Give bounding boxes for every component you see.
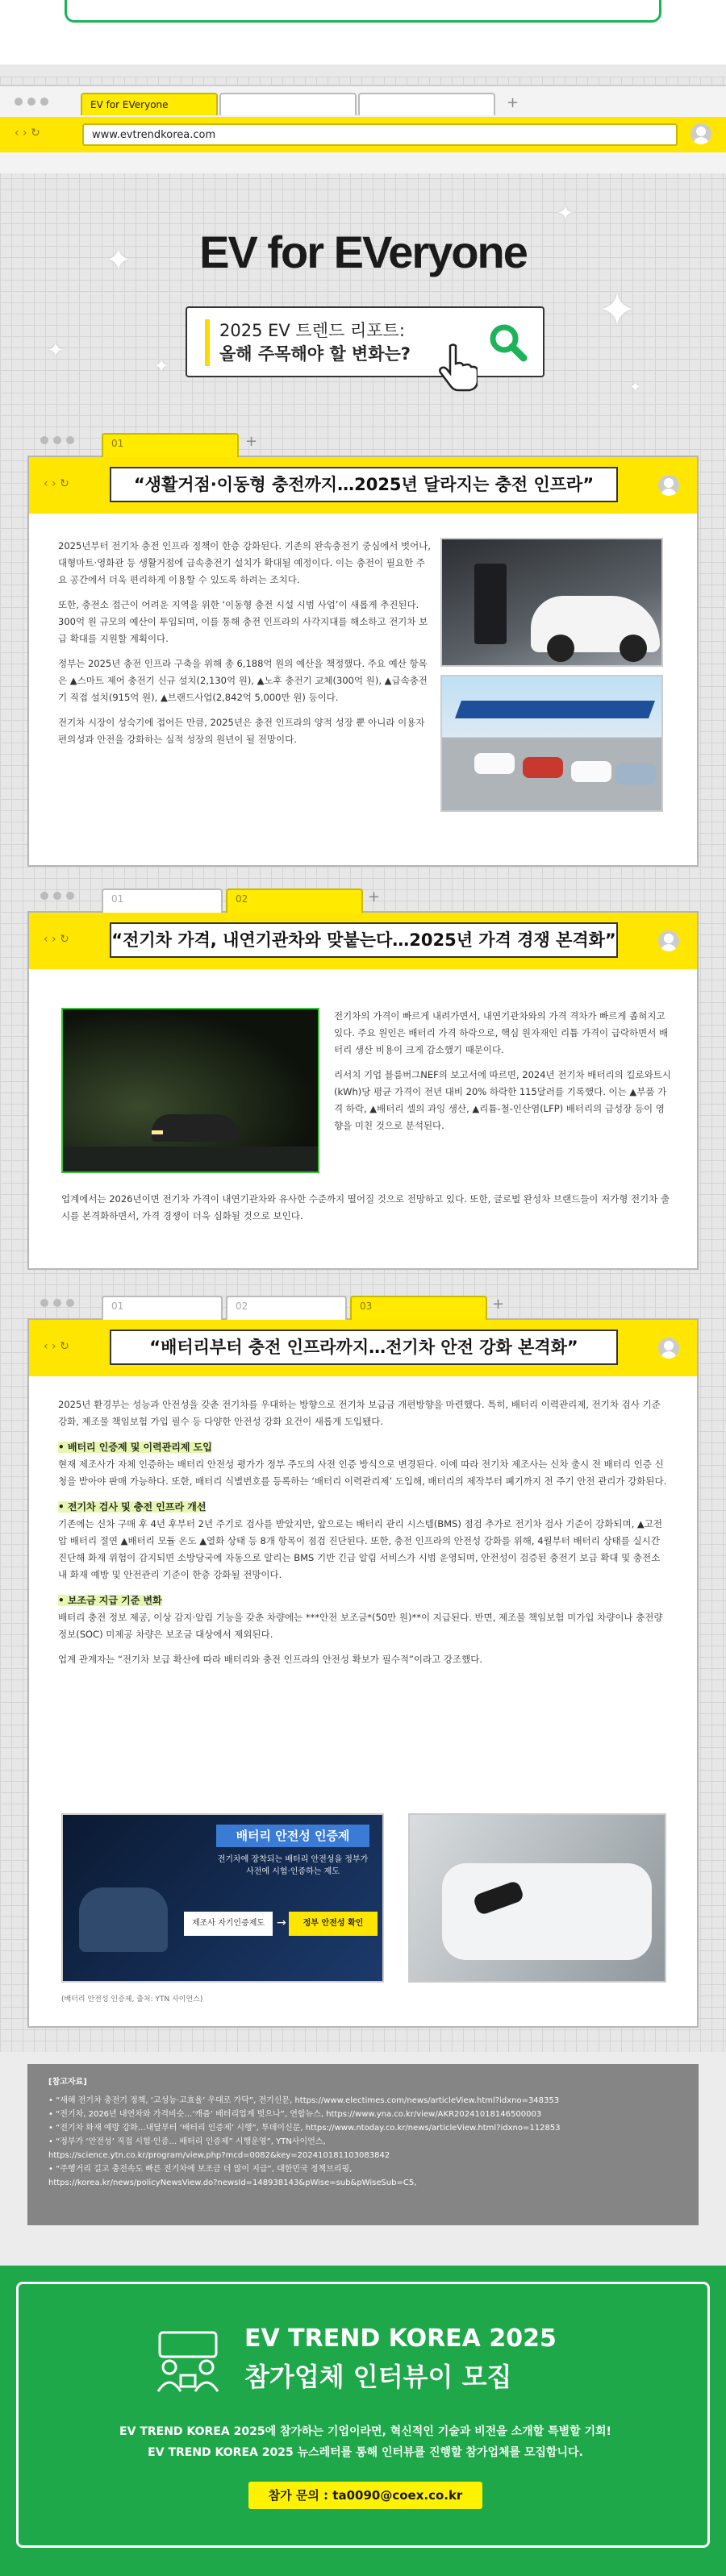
paragraph: 배터리 충전 정보 제공, 이상 감지·알림 기능을 갖춘 차량에는 ***안전 보조금*(50만 원)**이 지급된다. 반면, 제조물 책임보험 미가입 차량이나 충전량 정보(SOC) 미제공 차량은 보조금 대상에서 제외된다. — [58, 1612, 663, 1640]
article-card-3 — [27, 1296, 699, 2028]
avatar[interactable] — [658, 475, 679, 496]
reference-item: • “전기차 화재 예방 강화…내달부터 ‘배터리 인증제’ 시행”, 투데이신문, https://www.ntoday.co.kr/news/articleView.html?idxno=112853 — [48, 2124, 561, 2133]
article-body-2 — [334, 1008, 671, 1142]
contact-button[interactable]: 참가 문의 : ta0090@coex.co.kr — [248, 2482, 482, 2509]
banner-title: EV TREND KOREA 2025 — [244, 2324, 557, 2353]
references-title: [참고자료] — [48, 2078, 87, 2087]
image-caption: (배터리 안전성 인증제, 출처: YTN 사이언스) — [61, 1995, 203, 2004]
paragraph: 정부는 2025년 충전 인프라 구축을 위해 총 6,188억 원의 예산을 책정했다. 주요 예산 항목은 ▲스마트 제어 충전기 신규 설치(2,130억 원), ▲노후 충전기 교체(300억 원), ▲급속충전기 직접 설치(915억 원), ▲브랜드사업(2,842억 5,000만 원) 등이다. — [58, 658, 428, 703]
paragraph: 또한, 충전소 접근이 어려운 지역을 위한 ‘이동형 충전 시설 시범 사업’이 새롭게 추진된다. 300억 원 규모의 예산이 투입되며, 이를 통해 충전 인프라의 사각지대를 해소하고 전기차 보급 확대를 지원할 계획이다. — [58, 599, 428, 644]
article-card-2 — [27, 888, 699, 1270]
tab-02[interactable]: 02 — [226, 1296, 347, 1320]
new-tab-icon[interactable]: + — [368, 888, 381, 905]
recruit-banner — [0, 2266, 726, 2576]
browser-tab[interactable] — [358, 93, 495, 115]
nav-arrows-icon[interactable]: ‹ › ↻ — [44, 1340, 69, 1353]
reference-item: • “전기차, 2026년 내연차와 가격비슷…‘캐즘’ 배터리업계 벗으나”, 연합뉴스, https://www.yna.co.kr/view/AKR20241018146500003 — [48, 2110, 542, 2119]
nav-arrows-icon[interactable]: ‹ › ↻ — [44, 933, 69, 946]
sparkle-icon: ✦ — [153, 355, 170, 377]
search-icon[interactable] — [485, 319, 532, 366]
sparkle-icon: ✦ — [629, 379, 642, 396]
window-dots — [15, 98, 48, 106]
search-line-1: 2025 EV 트렌드 리포트: — [219, 321, 405, 340]
tab-01[interactable]: 01 — [102, 1296, 223, 1320]
nav-arrows-icon[interactable]: ‹ › ↻ — [44, 477, 69, 490]
arrow-right-icon: → — [277, 1916, 286, 1929]
browser-window — [0, 85, 726, 173]
new-tab-icon[interactable]: + — [492, 1296, 505, 1313]
sparkle-icon: ✦ — [105, 242, 132, 279]
headline-2: “전기차 가격, 내연기관차와 맞붙는다…2025년 가격 경쟁 본격화” — [110, 922, 618, 958]
hero-title: EV for EVeryone — [199, 227, 527, 277]
nav-row — [0, 117, 726, 152]
references — [27, 2064, 699, 2225]
card-tabbar — [29, 1289, 700, 1320]
paragraph: 현재 제조사가 자체 인증하는 배터리 안전성 평가가 정부 주도의 사전 인증 방식으로 변경된다. 이에 따라 전기차 제조사는 신차 출시 전 배터리 인증 신청을 받아야 판매 가능하다. 또한, 배터리 식별번호를 등록하는 ‘배터리 이력관리제’ 도입해, 배터리의 제작부터 폐기까지 전 주기 안전 관리가 강화된다. — [58, 1459, 667, 1487]
banner-line: EV TREND KOREA 2025 뉴스레터를 통해 인터뷰를 진행할 참가업체를 모집합니다. — [148, 2446, 583, 2459]
new-tab-icon[interactable]: + — [245, 433, 258, 450]
top-green-strip — [0, 0, 726, 65]
new-tab-icon[interactable]: + — [507, 94, 519, 111]
url-bar[interactable]: www.evtrendkorea.com — [82, 123, 678, 146]
avatar[interactable] — [691, 123, 711, 144]
search-text — [219, 319, 411, 366]
infographic-title: 배터리 안전성 인증제 — [216, 1825, 369, 1847]
banner-line: EV TREND KOREA 2025에 참가하는 기업이라면, 혁신적인 기술과 비전을 소개할 특별할 기회! — [119, 2425, 611, 2438]
tab-03[interactable]: 03 — [350, 1296, 487, 1320]
night-car-photo — [61, 1008, 319, 1173]
paragraph: 기존에는 신차 구매 후 4년 후부터 2년 주기로 검사를 받았지만, 앞으로는 배터리 관리 시스템(BMS) 점검 추가로 전기차 검사 기준이 강화되며, ▲고전압 배터리 절연 ▲배터리 모듈 온도 ▲열화 상태 등 8개 항목이 점검 진단된다. 또한, 충전 인프라의 안전성 강화를 위해, 4월부터 배터리 상태를 실시간 진단해 화재 위험이 감지되면 소방당국에 자동으로 알리는 BMS 기반 긴급 알림 서비스가 시범 운영되며, 안전성이 검증된 충전기 보급 확대 및 충전소 내 화재 예방 및 안전관리 기준이 한층 강화될 전망이다. — [58, 1518, 662, 1580]
hero-search-box[interactable] — [186, 306, 544, 377]
item-title: • 전기차 검사 및 충전 인프라 개선 — [58, 1501, 207, 1513]
tab-01[interactable]: 01 — [102, 888, 223, 913]
infographic-right: 정부 안전성 확인 — [289, 1912, 378, 1936]
ev-charging-photo — [408, 1813, 666, 1983]
sparkle-icon: ✦ — [597, 282, 638, 339]
paragraph: 업계 관계자는 “전기차 보급 확산에 따라 배터리와 충전 인프라의 안전성 확보가 필수적”이라고 강조했다. — [58, 1654, 483, 1665]
car-icon — [79, 1887, 168, 1952]
nav-arrows-icon[interactable]: ‹ › ↻ — [15, 127, 40, 139]
infographic-left: 제조사 자기인증제도 — [184, 1912, 273, 1936]
banner-subtitle: 참가업체 인터뷰이 모집 — [244, 2362, 512, 2392]
charging-station-photo — [440, 538, 663, 667]
paragraph: 전기차 시장이 성숙기에 접어든 만큼, 2025년은 충전 인프라의 양적 성장 뿐 아니라 이용자 편의성과 안전을 강화하는 실적 성장의 원년이 될 전망이다. — [58, 717, 425, 745]
item-title: • 배터리 인증제 및 이력관리제 도입 — [58, 1442, 212, 1453]
reference-item: • “주행거리 길고 충전속도 빠른 전기차에 보조금 더 많이 지급”, 대한민국 정책브리핑, — [48, 2165, 353, 2174]
tab-01[interactable]: 01 — [102, 433, 239, 457]
paragraph: 2025년부터 전기차 충전 인프라 정책이 한층 강화된다. 기존의 완속충전기 중심에서 벗어나, 대형마트·영화관 등 생활거점에 급속충전기 설치가 확대될 예정이다. 이는 충전이 필요한 주요 공간에서 더욱 편리하게 이용할 수 있도록 하려는 조치다. — [58, 540, 431, 585]
paragraph: 2025년 환경부는 성능과 안전성을 갖춘 전기차를 우대하는 방향으로 전기차 보급금 개편방향을 마련했다. 특히, 배터리 이력관리제, 전기차 검사 기준 강화, 제조물 책임보험 가입 필수 등 다양한 안전성 강화 요건이 새롭게 도입됐다. — [58, 1399, 661, 1427]
article-body-3 — [58, 1396, 668, 1676]
banner-frame — [16, 2282, 710, 2548]
avatar[interactable] — [658, 930, 679, 951]
search-line-2: 올해 주목해야 할 변화는? — [219, 344, 411, 364]
headline-1: “생활거점·이동형 충전까지…2025년 달라지는 충전 인프라” — [110, 467, 618, 502]
reference-item: • “정부가 ‘안전성’ 직접 시험·인증… 배터리 인증제” 시행운영”, YTN사이언스, — [48, 2137, 326, 2146]
reference-item: https://korea.kr/news/policyNewsView.do?newsId=148938143&pWise=sub&pWiseSub=C5, — [48, 2179, 417, 2187]
reference-item: • “새해 전기차 충전기 정책, ‘고성능·고효율’ 우대로 가닥”, 전기신문, https://www.electimes.com/news/articleView.html?idxno=348353 — [48, 2096, 560, 2105]
tab-label: EV for EVeryone — [90, 99, 169, 110]
card-tabbar — [29, 427, 700, 457]
item-title: • 보조금 지급 기준 변화 — [58, 1595, 162, 1606]
article-closing-2 — [61, 1191, 671, 1233]
card-tabbar — [29, 882, 700, 913]
paragraph: 리서치 기업 블룸버그NEF의 보고서에 따르면, 2024년 전기차 배터리의 킬로와트시(kWh)당 평균 가격이 전년 대비 20% 하락한 115달러를 기록했다. 이는 ▲부품 가격 하락, ▲배터리 셀의 과잉 생산, ▲리튬-철-인산염(LFP) 배터리의 급성장 등이 영향을 미친 것으로 분석된다. — [334, 1069, 671, 1131]
browser-tab[interactable] — [219, 93, 357, 115]
article-card-1 — [27, 433, 699, 867]
infographic-desc: 전기차에 장착되는 배터리 안전성을 정부가 사전에 시험·인증하는 제도 — [217, 1855, 369, 1876]
banner-body — [19, 2421, 712, 2463]
sparkle-icon: ✦ — [557, 202, 574, 226]
paragraph: 전기차의 가격이 빠르게 내려가면서, 내연기관차와의 가격 격차가 빠르게 좁혀지고 있다. 주요 원인은 배터리 가격 하락으로, 핵심 원자재인 리튬 가격이 급락하면서 배터리 생산 비용이 크게 감소했기 때문이다. — [334, 1010, 669, 1055]
paragraph: 업계에서는 2026년이면 전기차 가격이 내연기관차와 유사한 수준까지 떨어질 것으로 전망하고 있다. 또한, 글로벌 완성차 브랜드들이 저가형 전기차 출시를 본격화하면서, 가격 경쟁이 더욱 심화될 것으로 보인다. — [61, 1193, 670, 1221]
accent-line — [205, 319, 210, 366]
avatar[interactable] — [658, 1338, 679, 1359]
battery-cert-infographic — [61, 1813, 384, 1983]
interview-people-icon — [152, 2328, 224, 2393]
solar-parking-photo — [440, 675, 663, 812]
browser-tab-active[interactable] — [81, 93, 218, 115]
tab-02[interactable]: 02 — [226, 888, 363, 913]
pointer-hand-icon — [436, 343, 478, 393]
sparkle-icon: ✦ — [47, 339, 65, 363]
reference-item: https://science.ytn.co.kr/program/view.php?mcd=0082&key=202410181103083842 — [48, 2151, 390, 2160]
article-body-1 — [58, 538, 431, 756]
headline-3: “배터리부터 충전 인프라까지…전기차 안전 강화 본격화” — [110, 1330, 618, 1365]
